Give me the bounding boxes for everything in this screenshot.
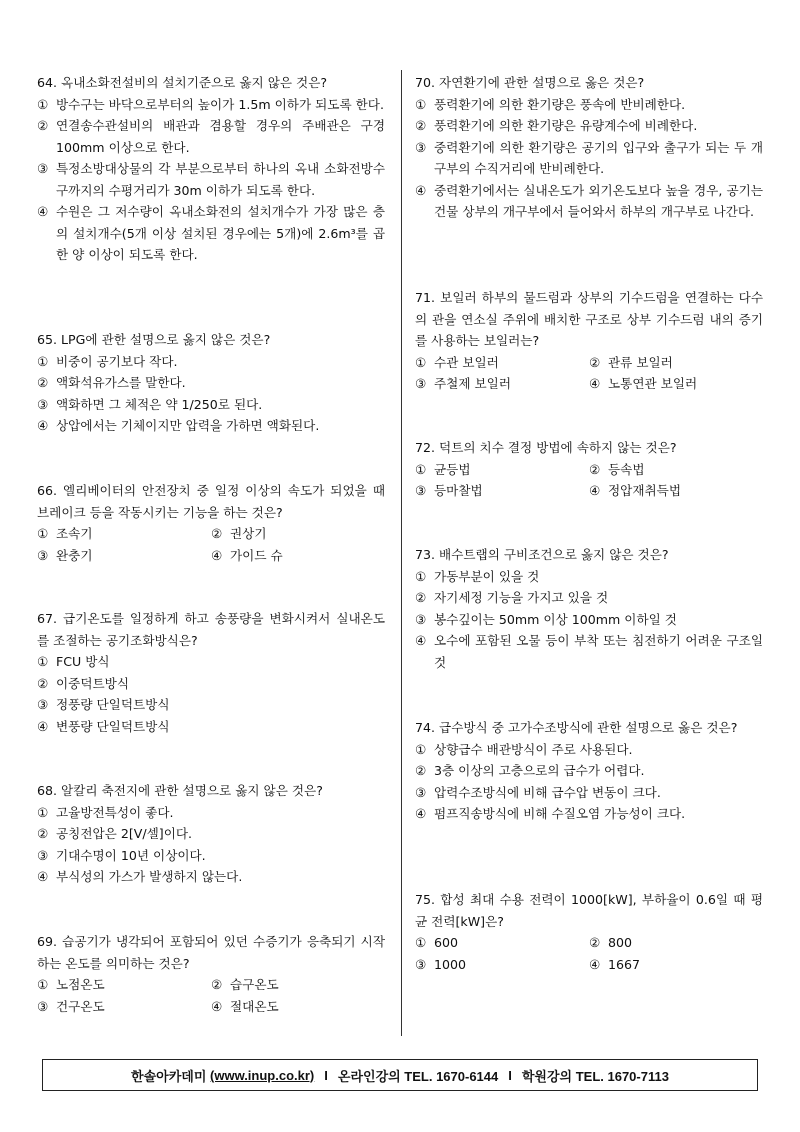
question-75 (415, 889, 763, 975)
option-4: ④ 1667 (589, 956, 641, 972)
option-3: ③ 주철제 보일러 (415, 376, 511, 391)
option-2: ② 등속법 (589, 461, 645, 477)
question-69 (37, 931, 385, 1017)
option-4: ④ 부식성의 가스가 발생하지 않는다. (37, 869, 243, 884)
question-stem: 66. 엘리베이터의 안전장치 중 일정 이상의 속도가 되었을 때 브레이크 등을 작동시키는 기능을 하는 것은? (37, 483, 385, 520)
option-2: ② 자기세정 기능을 가지고 있을 것 (415, 590, 609, 605)
option-1: ① 가동부분이 있을 것 (415, 568, 540, 584)
question-stem: 68. 알칼리 축전지에 관한 설명으로 옳지 않은 것은? (37, 783, 323, 798)
option-1: ① FCU 방식 (37, 654, 110, 669)
column-divider (401, 70, 402, 1036)
question-70 (415, 72, 763, 223)
question-68 (37, 780, 385, 888)
option-3: ③ 건구온도 (37, 998, 105, 1014)
question-67 (37, 608, 385, 737)
option-2: ② 800 (589, 935, 633, 950)
question-65 (37, 329, 385, 437)
option-1: ① 고율방전특성이 좋다. (37, 804, 174, 820)
option-1: ① 노점온도 (37, 977, 105, 992)
option-2: ② 3층 이상의 고층으로의 급수가 어렵다. (415, 763, 645, 778)
question-stem: 69. 습공기가 냉각되어 포함되어 있던 수증기가 응축되기 시작하는 온도를 의미하는 것은? (37, 934, 385, 971)
online-lecture-phone: 온라인강의 TEL. 1670-6144 (337, 1068, 499, 1084)
question-74 (415, 717, 763, 825)
offline-lecture-phone: 학원강의 TEL. 1670-7113 (521, 1068, 669, 1084)
option-3: ③ 특정소방대상물의 각 부분으로부터 하나의 옥내 소화전방수구까지의 수평거리가 30m 이하가 되도록 한다. (37, 161, 385, 198)
option-4: ④ 수원은 그 저수량이 옥내소화전의 설치개수가 가장 많은 층의 설치개수(5개 이상 설치된 경우에는 5개)에 2.6m³를 곱한 양 이상이 되도록 한다. (37, 204, 385, 262)
option-2: ② 관류 보일러 (589, 354, 673, 370)
option-2: ② 공칭전압은 2[V/셀]이다. (37, 826, 193, 841)
option-4: ④ 펌프직송방식에 비해 수질오염 가능성이 크다. (415, 806, 686, 821)
option-1: ① 조속기 (37, 526, 93, 541)
academy-name: 한솔아카데미 (131, 1068, 207, 1084)
option-1: ① 상향급수 배관방식이 주로 사용된다. (415, 741, 633, 757)
question-stem: 64. 옥내소화전설비의 설치기준으로 옳지 않은 것은? (37, 75, 328, 90)
question-stem: 67. 급기온도를 일정하게 하고 송풍량을 변화시켜서 실내온도를 조절하는 공기조화방식은? (37, 611, 385, 648)
question-stem: 72. 덕트의 치수 결정 방법에 속하지 않는 것은? (415, 440, 677, 455)
question-71 (415, 287, 763, 395)
question-stem: 71. 보일러 하부의 물드럼과 상부의 기수드럼을 연결하는 다수의 관을 연소실 주위에 배치한 구조로 상부 기수드럼 내의 증기를 사용하는 보일러는? (415, 290, 763, 348)
option-4: ④ 가이드 슈 (211, 547, 283, 563)
option-3: ③ 정풍량 단일덕트방식 (37, 697, 170, 712)
option-4: ④ 오수에 포함된 오물 등이 부착 또는 침전하기 어려운 구조일 것 (415, 633, 763, 670)
question-64 (37, 72, 385, 266)
option-1: ① 수관 보일러 (415, 354, 499, 370)
option-3: ③ 등마찰법 (415, 483, 483, 498)
option-3: ③ 완충기 (37, 547, 93, 563)
option-4: ④ 상압에서는 기체이지만 압력을 가하면 액화된다. (37, 418, 320, 433)
question-stem: 75. 합성 최대 수용 전력이 1000[kW], 부하율이 0.6일 때 평균 전력[kW]은? (415, 892, 763, 929)
option-3: ③ 액화하면 그 체적은 약 1/250로 된다. (37, 396, 263, 412)
question-stem: 73. 배수트랩의 구비조건으로 옳지 않은 것은? (415, 547, 669, 562)
option-2: ② 연결송수관설비의 배관과 겸용할 경우의 주배관은 구경 100mm 이상으로 한다. (37, 118, 385, 155)
question-73 (415, 544, 763, 673)
academy-url-link[interactable]: (www.inup.co.kr) (210, 1067, 315, 1083)
question-stem: 70. 자연환기에 관한 설명으로 옳은 것은? (415, 75, 645, 90)
option-2: ② 액화석유가스를 말한다. (37, 375, 186, 390)
option-4: ④ 노통연관 보일러 (589, 376, 698, 391)
question-stem: 74. 급수방식 중 고가수조방식에 관한 설명으로 옳은 것은? (415, 720, 738, 735)
option-1: ① 균등법 (415, 461, 471, 477)
option-4: ④ 정압재취득법 (589, 483, 681, 498)
option-2: ② 습구온도 (211, 977, 279, 992)
option-4: ④ 변풍량 단일덕트방식 (37, 718, 170, 734)
question-66 (37, 480, 385, 566)
option-1: ① 비중이 공기보다 작다. (37, 353, 178, 369)
option-2: ② 권상기 (211, 526, 267, 541)
option-2: ② 이중덕트방식 (37, 675, 129, 691)
option-1: ① 풍력환기에 의한 환기량은 풍속에 반비례한다. (415, 96, 686, 112)
option-3: ③ 봉수깊이는 50mm 이상 100mm 이하일 것 (415, 611, 677, 627)
option-4: ④ 중력환기에서는 실내온도가 외기온도보다 높을 경우, 공기는 건물 상부의 개구부에서 들어와서 하부의 개구부로 나간다. (415, 182, 763, 219)
option-1: ① 600 (415, 935, 459, 950)
option-2: ② 풍력환기에 의한 환기량은 유량계수에 비례한다. (415, 118, 698, 133)
option-4: ④ 절대온도 (211, 998, 279, 1014)
separator: I (324, 1067, 328, 1083)
option-3: ③ 압력수조방식에 비해 급수압 변동이 크다. (415, 784, 661, 800)
question-stem: 65. LPG에 관한 설명으로 옳지 않은 것은? (37, 332, 271, 347)
option-1: ① 방수구는 바닥으로부터의 높이가 1.5m 이하가 되도록 한다. (37, 96, 384, 112)
separator: I (508, 1067, 512, 1083)
option-3: ③ 중력환기에 의한 환기량은 공기의 입구와 출구가 되는 두 개구부의 수직거리에 반비례한다. (415, 139, 763, 176)
option-3: ③ 1000 (415, 956, 467, 972)
option-3: ③ 기대수명이 10년 이상이다. (37, 847, 206, 863)
footer-banner (42, 1059, 758, 1091)
question-72 (415, 437, 763, 502)
